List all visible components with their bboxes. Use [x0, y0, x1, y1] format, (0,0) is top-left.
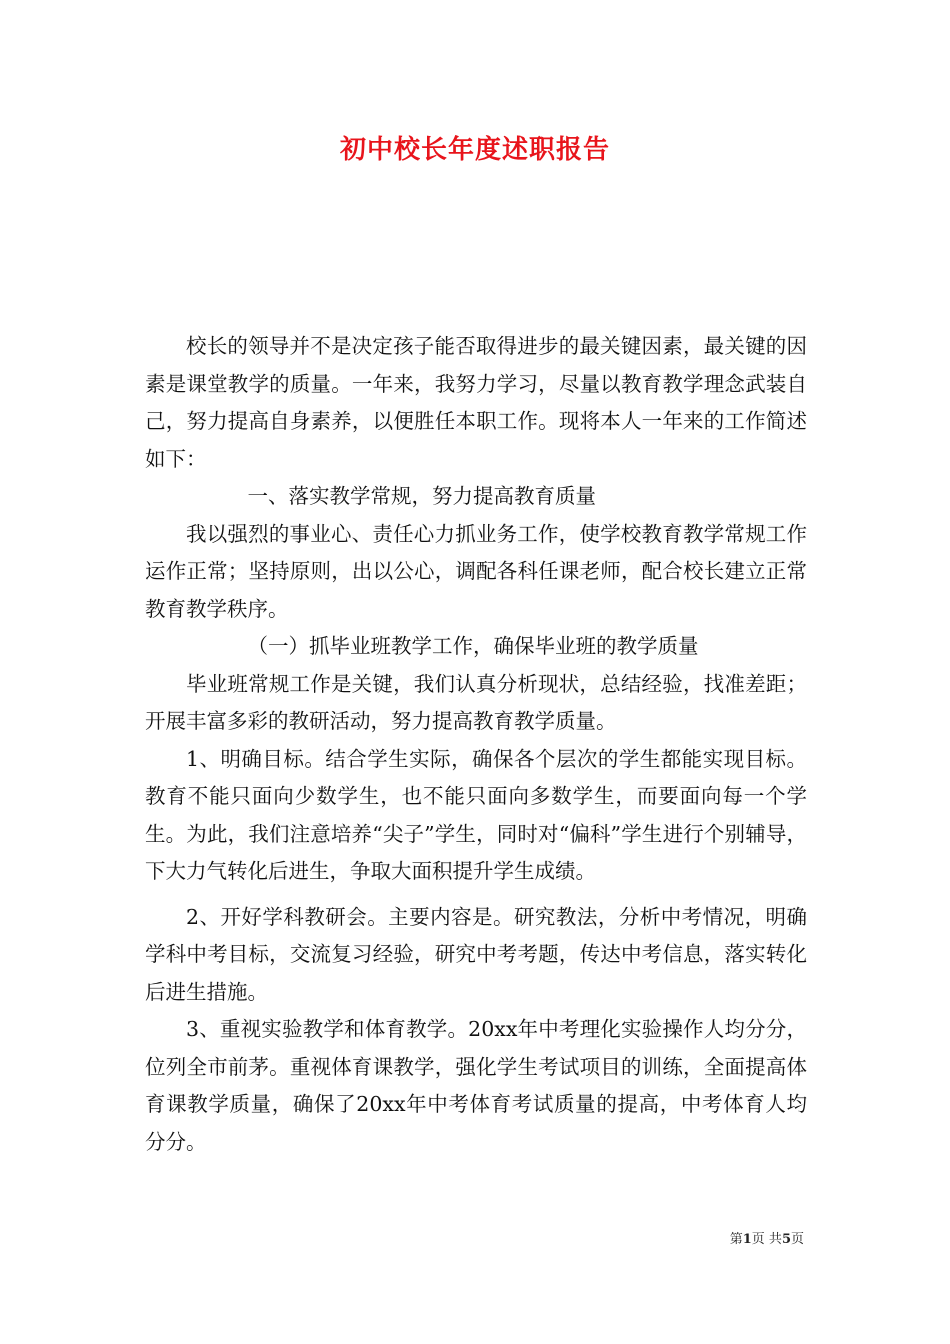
paragraph-item-1: 1、明确目标。结合学生实际，确保各个层次的学生都能实现目标。教育不能只面向少数学生，也不能只面向多数学生，而要面向每一个学生。为此，我们注意培养“尖子”学生，同时对“偏科”学生进行个别辅导，下大力气转化后进生，争取大面积提升学生成绩。	[145, 746, 807, 883]
paragraph-item-3: 3、重视实验教学和体育教学。20xx年中考理化实验操作人均分分，位列全市前茅。重视体育课教学，强化学生考试项目的训练，全面提高体育课教学质量，确保了20xx年中考体育考试质量的提高，中考体育人均分分。	[145, 1017, 807, 1154]
subsection-heading-1: （一）抓毕业班教学工作，确保毕业班的教学质量	[247, 634, 699, 658]
paragraph-section-1: 我以强烈的事业心、责任心力抓业务工作，使学校教育教学常规工作运作正常；坚持原则，出以公心，调配各科任课老师，配合校长建立正常教育教学秩序。	[145, 521, 807, 621]
footer-middle: 页 共	[751, 1232, 782, 1247]
paragraph-intro: 校长的领导并不是决定孩子能否取得进步的最关键因素，最关键的因素是课堂教学的质量。一年来，我努力学习，尽量以教育教学理念武装自己，努力提高自身素养，以便胜任本职工作。现将本人一年来的工作简述如下：	[145, 334, 807, 471]
current-page-number: 1	[742, 1232, 752, 1247]
document-title: 初中校长年度述职报告	[339, 135, 610, 165]
page-number-footer	[730, 1232, 804, 1248]
total-page-number: 5	[781, 1232, 791, 1247]
section-heading-1: 一、落实教学常规，努力提高教育质量	[247, 484, 596, 508]
footer-prefix: 第	[729, 1232, 743, 1247]
paragraph-item-2: 2、开好学科教研会。主要内容是。研究教法，分析中考情况，明确学科中考目标，交流复习经验，研究中考考题，传达中考信息，落实转化后进生措施。	[145, 904, 807, 1004]
document-body	[145, 328, 807, 1161]
footer-suffix: 页	[790, 1232, 804, 1247]
paragraph-subsection-1: 毕业班常规工作是关键，我们认真分析现状，总结经验，找准差距；开展丰富多彩的教研活动，努力提高教育教学质量。	[145, 671, 807, 733]
